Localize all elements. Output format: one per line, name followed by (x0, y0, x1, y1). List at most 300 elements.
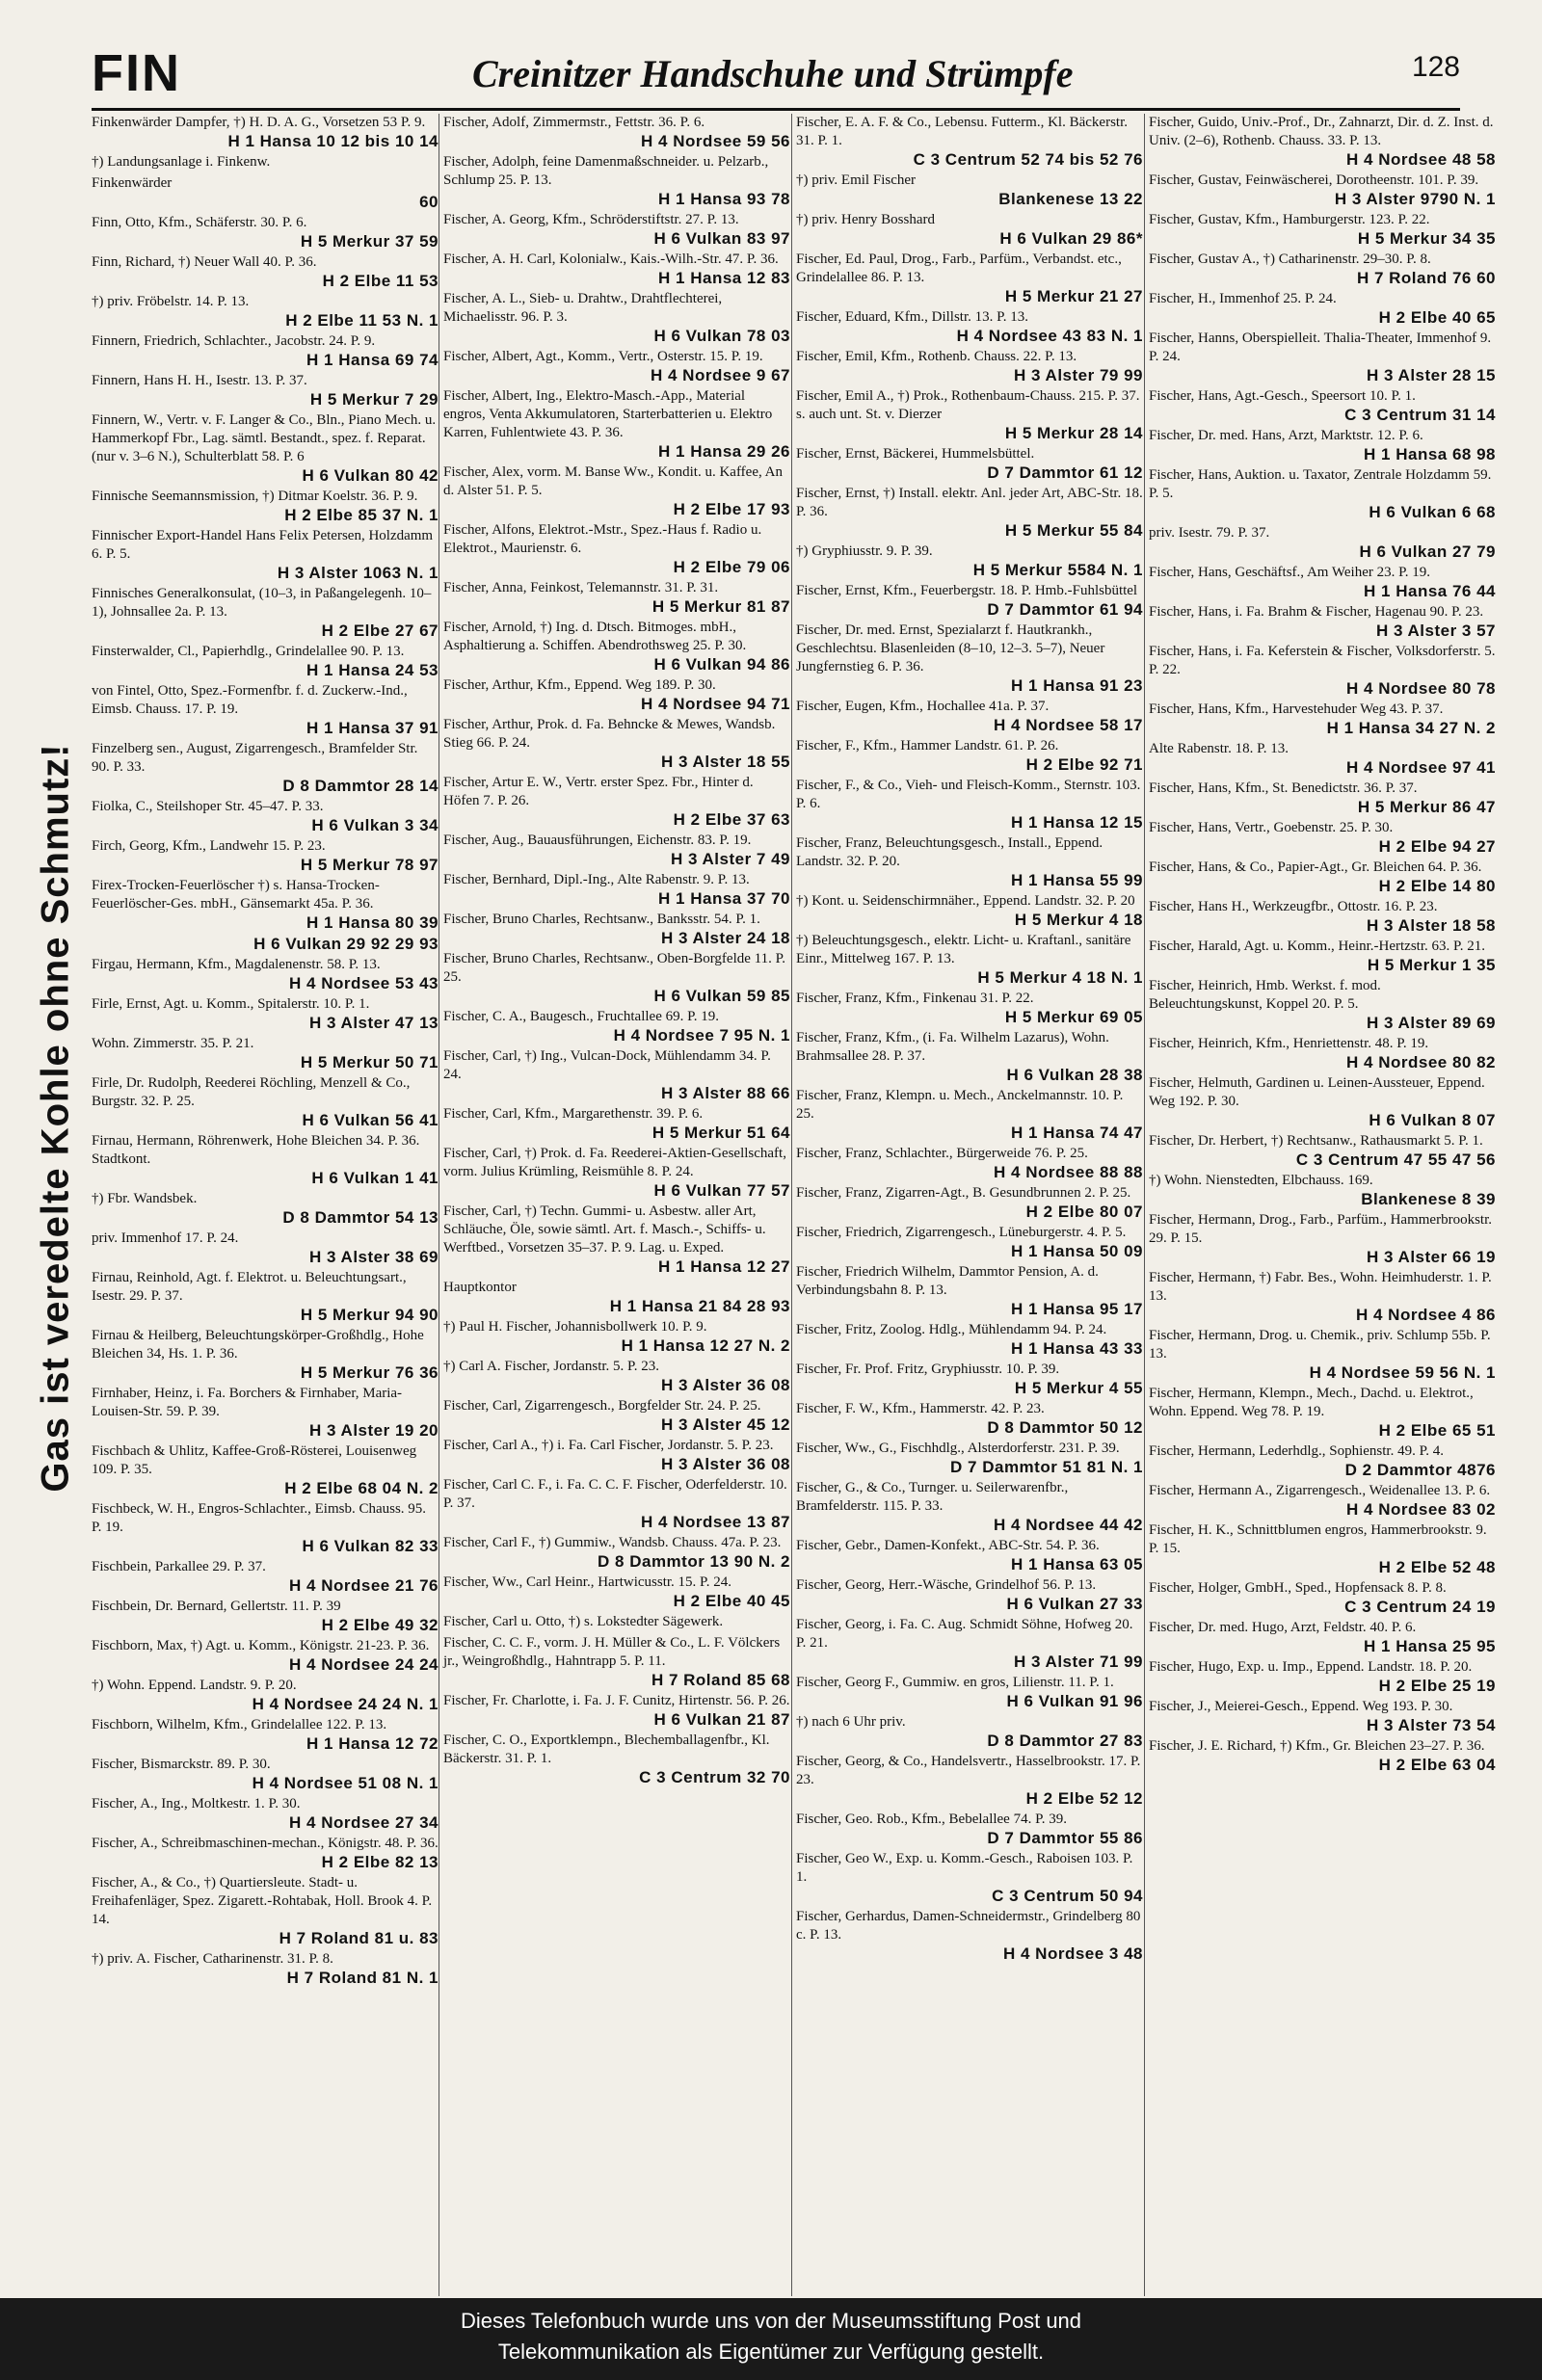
phone-number: H 3 Alster 66 19 (1367, 1248, 1496, 1266)
listing-entry (1149, 1327, 1496, 1382)
listing-text: Fischer, Ww., Carl Heinr., Hartwicusstr. 15. P. 24. (443, 1574, 731, 1590)
section-letters: FIN (92, 44, 181, 102)
listing-entry (1149, 114, 1496, 169)
listing-entry (92, 837, 439, 874)
listing-text: Finn, Richard, †) Neuer Wall 40. P. 36. (92, 254, 317, 270)
listing-entry (443, 774, 790, 829)
listing-text: Fischer, A. H. Carl, Kolonialw., Kais.-Wilh.-Str. 47. P. 36. (443, 251, 779, 267)
phone-number: C 3 Centrum 31 14 (1344, 406, 1496, 424)
phone-number: H 2 Elbe 11 53 (322, 272, 439, 290)
listing-entry (1149, 1269, 1496, 1324)
phone-number: H 1 Hansa 12 27 (658, 1257, 790, 1276)
listing-text: Hauptkontor (443, 1280, 517, 1295)
listing-text: Fischer, Bruno Charles, Rechtsanw., Banksstr. 54. P. 1. (443, 912, 760, 927)
listing-text: Fischer, A. L., Sieb- u. Drahtw., Drahtflechterei, Michaelisstr. 96. P. 3. (443, 291, 723, 325)
listing-entry (796, 1029, 1143, 1084)
listing-entry (1149, 1132, 1496, 1169)
listing-text: Fischer, Eugen, Kfm., Hochallee 41a. P. 37. (796, 699, 1050, 714)
listing-entry (443, 619, 790, 674)
listing-entry (796, 1087, 1143, 1142)
listing-text: Fischer, Eduard, Kfm., Dillstr. 13. P. 13. (796, 309, 1029, 325)
listing-entry (1149, 330, 1496, 384)
listing-text: Fischer, Franz, Schlachter., Bürgerweide 76. P. 25. (796, 1146, 1088, 1161)
listing-entry (796, 445, 1143, 482)
phone-number: H 5 Merkur 7 29 (309, 390, 439, 409)
listing-text: Fischer, Ernst, Kfm., Feuerbergstr. 18. P. Hmb.-Fuhlsbüttel (796, 583, 1138, 598)
listing-text: Fischbein, Dr. Bernard, Gellertstr. 11. P. 39 (92, 1599, 341, 1614)
phone-number: D 7 Dammtor 61 12 (987, 463, 1143, 482)
phone-number: H 6 Vulkan 56 41 (302, 1111, 439, 1129)
listing-entry (443, 387, 790, 461)
phone-number: H 6 Vulkan 80 42 (302, 466, 439, 485)
listing-text: Fischer, Carl, †) Techn. Gummi- u. Asbestw. aller Art, Schläuche, Öle, sowie sämtl. Art. f. Masch.-, Schiffs- u. Werftbed., Vorsetzen 35–37. P. 9. Lag. u. Exped. (443, 1203, 766, 1256)
listing-text: Fischer, G., & Co., Turnger. u. Seilerwarenfbr., Bramfelderstr. 115. P. 33. (796, 1480, 1069, 1514)
listing-entry (92, 585, 439, 640)
phone-number: H 4 Nordsee 27 34 (289, 1813, 439, 1832)
listing-text: Fischer, Fritz, Zoolog. Hdlg., Mühlendamm 94. P. 24. (796, 1322, 1107, 1337)
listing-entry (92, 1230, 439, 1266)
listing-text: †) priv. Emil Fischer (796, 172, 917, 188)
listing-entry (796, 114, 1143, 169)
phone-number: H 2 Elbe 68 04 N. 2 (284, 1479, 439, 1497)
listing-text: Fischer, Ww., G., Fischhdlg., Alsterdorferstr. 231. P. 39. (796, 1441, 1120, 1456)
listing-text: Fischer, Hans, Auktion. u. Taxator, Zentrale Holzdamm 59. P. 5. (1149, 467, 1492, 501)
listing-text: Fischer, C. O., Exportklempn., Blechemballagenfbr., Kl. Bäckerstr. 31. P. 1. (443, 1732, 770, 1766)
phone-number: H 1 Hansa 25 95 (1364, 1637, 1496, 1655)
phone-number: H 2 Elbe 17 93 (673, 500, 790, 518)
phone-number: H 1 Hansa 12 27 N. 2 (621, 1336, 790, 1355)
listing-entry (1149, 172, 1496, 208)
phone-number: D 8 Dammtor 27 83 (987, 1732, 1143, 1750)
phone-number: C 3 Centrum 47 55 47 56 (1295, 1150, 1496, 1169)
header-rule (92, 108, 1460, 111)
phone-number: H 2 Elbe 37 63 (673, 810, 790, 829)
listing-entry (92, 1950, 439, 1987)
phone-number: H 1 Hansa 95 17 (1011, 1300, 1143, 1318)
header-advert: Creinitzer Handschuhe und Strümpfe (472, 52, 1074, 95)
listing-entry (92, 1074, 439, 1129)
phone-number: H 3 Alster 73 54 (1367, 1716, 1496, 1734)
listing-entry (1149, 643, 1496, 698)
phone-number: H 4 Nordsee 13 87 (641, 1513, 790, 1531)
column-4 (1149, 114, 1496, 1777)
listing-text: Fischbach & Uhlitz, Kaffee-Groß-Rösterei, Louisenweg 109. P. 35. (92, 1443, 417, 1477)
listing-text: Fischer, Holger, GmbH., Sped., Hopfensack 8. P. 8. (1149, 1580, 1447, 1596)
listing-text: Fischer, Friedrich Wilhelm, Dammtor Pension, A. d. Verbindungsbahn 8. P. 13. (796, 1264, 1099, 1298)
listing-entry (92, 1598, 439, 1634)
listing-entry (1149, 1579, 1496, 1616)
listing-entry (1149, 1442, 1496, 1479)
listing-entry (92, 682, 439, 737)
phone-number: D 7 Dammtor 51 81 N. 1 (950, 1458, 1143, 1476)
listing-text: Fischer, Gerhardus, Damen-Schneidermstr., Grindelberg 80 c. P. 13. (796, 1909, 1141, 1943)
phone-number: H 1 Hansa 74 47 (1011, 1124, 1143, 1142)
phone-number: H 6 Vulkan 21 87 (653, 1710, 790, 1729)
listing-entry (1149, 1737, 1496, 1774)
listing-text: Fischer, Friedrich, Zigarrengesch., Lüneburgerstr. 4. P. 5. (796, 1225, 1127, 1240)
listing-text: Fischer, Carl, †) Prok. d. Fa. Reederei-Aktien-Gesellschaft, vorm. Julius Krümling, Reismühle 8. P. 24. (443, 1146, 786, 1179)
phone-number: H 6 Vulkan 82 33 (302, 1537, 439, 1555)
listing-text: Fischer, Franz, Klempn. u. Mech., Anckelmannstr. 10. P. 25. (796, 1088, 1124, 1122)
phone-number: H 1 Hansa 55 99 (1011, 871, 1143, 889)
phone-number: H 5 Merkur 50 71 (300, 1053, 439, 1071)
listing-entry (443, 1534, 790, 1571)
listing-entry (796, 932, 1143, 987)
phone-number: H 3 Alster 1063 N. 1 (277, 564, 439, 582)
listing-entry (443, 1008, 790, 1045)
phone-number: H 1 Hansa 37 91 (306, 719, 439, 737)
phone-number: H 4 Nordsee 7 95 N. 1 (613, 1026, 790, 1045)
listing-text: priv. Immenhof 17. P. 24. (92, 1230, 239, 1246)
listing-entry (1149, 1211, 1496, 1266)
phone-number: H 2 Elbe 40 65 (1378, 308, 1496, 327)
listing-entry (92, 1327, 439, 1382)
listing-text: Fischer, Franz, Kfm., Finkenau 31. P. 22. (796, 991, 1034, 1006)
listing-text: Fischer, Albert, Ing., Elektro-Masch.-App., Material engros, Venta Akkumulatoren, Starterbatterien u. Elektro Karren, Fuhlentwiete 43. P. 36. (443, 388, 773, 440)
listing-text: Fischer, Anna, Feinkost, Telemannstr. 31. P. 31. (443, 580, 719, 595)
phone-number: H 4 Nordsee 94 71 (641, 695, 790, 713)
listing-entry (1149, 898, 1496, 935)
phone-number: H 5 Merkur 4 55 (1014, 1379, 1143, 1397)
listing-text: Fischer, Adolph, feine Damenmaßschneider. u. Pelzarb., Schlump 25. P. 13. (443, 154, 769, 188)
listing-text: Fischer, Carl C. F., i. Fa. C. C. F. Fischer, Oderfelderstr. 10. P. 37. (443, 1477, 787, 1511)
listing-text: †) Carl A. Fischer, Jordanstr. 5. P. 23. (443, 1359, 659, 1374)
listing-entry (796, 1753, 1143, 1808)
phone-number: D 2 Dammtor 4876 (1344, 1461, 1496, 1479)
listing-entry (1149, 1698, 1496, 1734)
phone-number: H 2 Elbe 14 80 (1378, 877, 1496, 895)
phone-number: H 1 Hansa 68 98 (1364, 445, 1496, 463)
listing-entry (796, 1440, 1143, 1476)
listing-text: Fischer, Ernst, †) Install. elektr. Anl. jeder Art, ABC-Str. 18. P. 36. (796, 486, 1143, 519)
listing-text: Fischer, Adolf, Zimmermstr., Fettstr. 36. P. 6. (443, 115, 705, 130)
listing-text: Fischbeck, W. H., Engros-Schlachter., Eimsb. Chauss. 95. P. 19. (92, 1501, 427, 1535)
column-divider (1144, 114, 1145, 2296)
listing-entry (796, 1616, 1143, 1671)
listing-entry (796, 698, 1143, 734)
listing-entry (1149, 387, 1496, 424)
listing-text: Fischer, Artur E. W., Vertr. erster Spez. Fbr., Hinter d. Höfen 7. P. 26. (443, 775, 754, 808)
listing-text: Fischer, Hans, i. Fa. Keferstein & Fischer, Volksdorferstr. 5. P. 22. (1149, 644, 1496, 677)
phone-number: D 8 Dammtor 50 12 (987, 1418, 1143, 1437)
listing-text: Fischer, Dr. Herbert, †) Rechtsanw., Rathausmarkt 5. P. 1. (1149, 1133, 1483, 1149)
listing-text: Fischer, Hermann, Klempn., Mech., Dachd. u. Elektrot., Wohn. Eppend. Weg 78. P. 19. (1149, 1386, 1474, 1419)
phone-number: H 3 Alster 47 13 (309, 1014, 439, 1032)
listing-text: Fischer, Georg, Herr.-Wäsche, Grindelhof 56. P. 13. (796, 1577, 1097, 1593)
listing-text: Fischer, Hugo, Exp. u. Imp., Eppend. Landstr. 18. P. 20. (1149, 1659, 1473, 1675)
listing-entry (92, 798, 439, 834)
phone-number: H 4 Nordsee 21 76 (289, 1576, 439, 1595)
listing-entry (1149, 938, 1496, 974)
side-advert (27, 743, 85, 1493)
listing-text: Fischer, F. W., Kfm., Hammerstr. 42. P. 23. (796, 1401, 1045, 1416)
phone-number: H 3 Alster 18 58 (1367, 916, 1496, 935)
listing-text: Fischborn, Wilhelm, Kfm., Grindelallee 122. P. 13. (92, 1717, 387, 1732)
listing-entry (92, 332, 439, 369)
phone-number: H 1 Hansa 91 23 (1011, 676, 1143, 695)
phone-number: H 3 Alster 3 57 (1375, 621, 1496, 640)
listing-text: Fischer, Bruno Charles, Rechtsanw., Oben-Borgfelde 11. P. 25. (443, 951, 786, 985)
listing-entry (1149, 819, 1496, 856)
phone-number: H 2 Elbe 40 45 (673, 1592, 790, 1610)
phone-number: H 1 Hansa 37 70 (658, 889, 790, 908)
listing-text: †) Kont. u. Seidenschirmnäher., Eppend. Landstr. 32. P. 20 (796, 893, 1135, 909)
phone-number: H 5 Merkur 28 14 (1004, 424, 1143, 442)
listing-entry (92, 1190, 439, 1227)
phone-number: H 5 Merkur 1 35 (1367, 956, 1496, 974)
listing-text: Fischer, A., Schreibmaschinen-mechan., Königstr. 48. P. 36. (92, 1836, 439, 1851)
listing-entry (796, 1361, 1143, 1397)
phone-number: H 6 Vulkan 27 33 (1006, 1595, 1143, 1613)
listing-text: Fischer, Georg F., Gummiw. en gros, Lilienstr. 11. P. 1. (796, 1675, 1114, 1690)
phone-number: H 4 Nordsee 58 17 (994, 716, 1143, 734)
phone-number: H 3 Alster 71 99 (1014, 1653, 1143, 1671)
footer-line-2: Telekommunikation als Eigentümer zur Verfügung gestellt. (497, 2340, 1045, 2364)
listing-entry (796, 542, 1143, 579)
listing-text: Fischer, Gustav, Kfm., Hamburgerstr. 123. P. 22. (1149, 212, 1430, 227)
listing-entry (796, 621, 1143, 695)
listing-entry (92, 1716, 439, 1753)
column-1 (92, 114, 439, 1990)
phone-number: H 2 Elbe 92 71 (1025, 755, 1143, 774)
listing-text: Fischer, Hermann A., Zigarrengesch., Weidenallee 13. P. 6. (1149, 1483, 1491, 1498)
listing-entry (443, 1613, 790, 1631)
phone-number: H 5 Merkur 81 87 (651, 597, 790, 616)
phone-number: H 5 Merkur 5584 N. 1 (972, 561, 1143, 579)
listing-entry (1149, 701, 1496, 737)
listing-entry (796, 1400, 1143, 1437)
listing-text: Firle, Ernst, Agt. u. Komm., Spitalerstr. 10. P. 1. (92, 996, 370, 1012)
listing-text: Finsterwalder, Cl., Papierhdlg., Grindelallee 90. P. 13. (92, 644, 405, 659)
phone-number: H 4 Nordsee 4 86 (1355, 1306, 1496, 1324)
listing-entry (1149, 1482, 1496, 1519)
listing-text: Firnhaber, Heinz, i. Fa. Borchers & Firnhaber, Maria-Louisen-Str. 59. P. 39. (92, 1386, 403, 1419)
phone-number: H 4 Nordsee 44 42 (994, 1516, 1143, 1534)
phone-number: H 2 Elbe 65 51 (1378, 1421, 1496, 1440)
phone-number: H 3 Alster 7 49 (670, 850, 790, 868)
listing-text: Fischer, Carl, †) Ing., Vulcan-Dock, Mühlendamm 34. P. 24. (443, 1048, 771, 1082)
listing-text: Fischer, Geo W., Exp. u. Komm.-Gesch., Raboisen 103. P. 1. (796, 1851, 1133, 1885)
listing-text: Fischer, Gustav, Feinwäscherei, Dorotheenstr. 101. P. 39. (1149, 172, 1479, 188)
phone-number: H 2 Elbe 79 06 (673, 558, 790, 576)
listing-entry (796, 1184, 1143, 1221)
listing-text: Fischer, Arthur, Kfm., Eppend. Weg 189. P. 30. (443, 677, 716, 693)
phone-number: H 3 Alster 24 18 (661, 929, 790, 947)
phone-number: H 1 Hansa 10 12 bis 10 14 (227, 132, 439, 150)
listing-text: Fischer, Hans, Vertr., Goebenstr. 25. P. 30. (1149, 820, 1394, 835)
phone-number: H 2 Elbe 52 12 (1025, 1789, 1143, 1808)
listing-entry (92, 488, 439, 524)
listing-text: Finn, Otto, Kfm., Schäferstr. 30. P. 6. (92, 215, 307, 230)
listing-entry (796, 1479, 1143, 1534)
listing-entry (92, 1500, 439, 1555)
listing-text: Fischer, Georg, i. Fa. C. Aug. Schmidt Söhne, Hofweg 20. P. 21. (796, 1617, 1133, 1651)
listing-text: Fischer, C. A., Baugesch., Fruchtallee 69. P. 19. (443, 1009, 720, 1024)
listing-text: Fischer, Franz, Beleuchtungsgesch., Install., Eppend. Landstr. 32. P. 20. (796, 835, 1103, 869)
column-3 (796, 114, 1143, 1966)
phone-number: H 1 Hansa 43 33 (1011, 1339, 1143, 1358)
phone-number: H 5 Merkur 34 35 (1357, 229, 1496, 248)
listing-text: Fischer, Franz, Zigarren-Agt., B. Gesundbrunnen 2. P. 25. (796, 1185, 1131, 1201)
phone-number: H 7 Roland 85 68 (651, 1671, 790, 1689)
listing-entry (1149, 1658, 1496, 1695)
listing-text: priv. Isestr. 79. P. 37. (1149, 525, 1270, 541)
listing-text: †) Beleuchtungsgesch., elektr. Licht- u. Kraftanl., sanitäre Einr., Mittelweg 167. P. 13. (796, 933, 1131, 966)
phone-number: H 1 Hansa 50 09 (1011, 1242, 1143, 1260)
phone-number: H 3 Alster 79 99 (1014, 366, 1143, 384)
listing-entry (92, 1558, 439, 1595)
phone-number: H 3 Alster 28 15 (1367, 366, 1496, 384)
listing-entry (92, 1835, 439, 1871)
listing-entry (796, 485, 1143, 540)
listing-entry (1149, 977, 1496, 1032)
listing-text: Finnisches Generalkonsulat, (10–3, in Paßangelegenh. 10–1), Johnsallee 2a. P. 13. (92, 586, 432, 620)
phone-number: H 1 Hansa 76 44 (1364, 582, 1496, 600)
listing-entry (443, 676, 790, 713)
phone-number: H 4 Nordsee 80 78 (1346, 679, 1496, 698)
listing-entry (443, 348, 790, 384)
listing-entry (92, 1874, 439, 1947)
listing-entry (443, 871, 790, 908)
listing-entry (1149, 1172, 1496, 1208)
listing-entry (92, 1795, 439, 1832)
listing-text: Fischer, Bismarckstr. 89. P. 30. (92, 1757, 271, 1772)
listing-entry (92, 293, 439, 330)
listing-text: †) Gryphiusstr. 9. P. 39. (796, 543, 933, 559)
listing-text: Fischer, Hermann, Lederhdlg., Sophienstr. 49. P. 4. (1149, 1443, 1445, 1459)
listing-entry (92, 1035, 439, 1071)
listing-text: Fischer, Heinrich, Hmb. Werkst. f. mod. Beleuchtungskunst, Koppel 20. P. 5. (1149, 978, 1381, 1012)
phone-number: H 6 Vulkan 77 57 (653, 1181, 790, 1200)
listing-text: Fischer, Guido, Univ.-Prof., Dr., Zahnarzt, Dir. d. Z. Inst. d. Univ. (2–6), Rothenb. Chauss. 33. P. 13. (1149, 115, 1494, 148)
listing-text: †) Fbr. Wandsbek. (92, 1191, 198, 1206)
phone-number: H 4 Nordsee 24 24 N. 1 (252, 1695, 439, 1713)
listing-entry (443, 211, 790, 248)
phone-number: H 4 Nordsee 53 43 (289, 974, 439, 992)
listing-text: Fischer, Ernst, Bäckerei, Hummelsbüttel. (796, 446, 1035, 462)
phone-number: H 6 Vulkan 28 38 (1006, 1066, 1143, 1084)
listing-entry (796, 777, 1143, 832)
listing-text: Fischer, H., Immenhof 25. P. 24. (1149, 291, 1337, 306)
listing-entry (796, 387, 1143, 442)
phone-number: H 3 Alster 36 08 (661, 1455, 790, 1473)
phone-number: H 6 Vulkan 29 86* (999, 229, 1143, 248)
listing-text: Fischer, Bernhard, Dipl.-Ing., Alte Rabenstr. 9. P. 13. (443, 872, 750, 887)
listing-text: Firex-Trocken-Feuerlöscher †) s. Hansa-Trocken-Feuerlöscher-Ges. mbH., Gänsemarkt 45a. P. 36. (92, 878, 380, 912)
phone-number: H 3 Alster 18 55 (661, 753, 790, 771)
listing-entry (443, 950, 790, 1005)
phone-number: H 2 Elbe 49 32 (321, 1616, 439, 1634)
listing-entry (92, 174, 439, 211)
phone-number: H 7 Roland 81 N. 1 (286, 1969, 439, 1987)
phone-number: H 1 Hansa 12 72 (306, 1734, 439, 1753)
listing-entry (443, 1476, 790, 1531)
listing-text: Fischer, F., Kfm., Hammer Landstr. 61. P. 26. (796, 738, 1059, 754)
listing-entry (1149, 211, 1496, 248)
listing-entry (1149, 1035, 1496, 1071)
phone-number: H 1 Hansa 93 78 (658, 190, 790, 208)
phone-number: H 3 Alster 19 20 (309, 1421, 439, 1440)
listing-text: Firch, Georg, Kfm., Landwehr 15. P. 23. (92, 838, 326, 854)
listing-text: Firnau, Reinhold, Agt. f. Elektrot. u. Beleuchtungsart., Isestr. 29. P. 37. (92, 1270, 407, 1304)
listing-text: †) Wohn. Nienstedten, Elbchauss. 169. (1149, 1173, 1373, 1188)
listing-entry (443, 1692, 790, 1729)
phone-number: H 6 Vulkan 29 92 29 93 (253, 935, 439, 953)
listing-text: von Fintel, Otto, Spez.-Formenfbr. f. d. Zuckerw.-Ind., Eimsb. Chauss. 17. P. 19. (92, 683, 408, 717)
listing-text: Fischborn, Max, †) Agt. u. Komm., Königstr. 21-23. P. 36. (92, 1638, 430, 1653)
listing-text: Fischer, Gebr., Damen-Konfekt., ABC-Str. 54. P. 36. (796, 1538, 1100, 1553)
listing-entry (443, 114, 790, 150)
phone-number: H 6 Vulkan 91 96 (1006, 1692, 1143, 1710)
listing-entry (796, 737, 1143, 774)
phone-number: H 4 Nordsee 43 83 N. 1 (956, 327, 1143, 345)
listing-entry (92, 114, 439, 150)
listing-text: Fischer, Hanns, Oberspielleit. Thalia-Theater, Immenhof 9. P. 24. (1149, 331, 1492, 364)
listing-entry (1149, 1521, 1496, 1576)
listing-entry (443, 1437, 790, 1473)
listing-entry (1149, 524, 1496, 561)
listing-text: Fischbein, Parkallee 29. P. 37. (92, 1559, 266, 1574)
listing-entry (443, 153, 790, 208)
listing-text: Fischer, Alfons, Elektrot.-Mstr., Spez.-Haus f. Radio u. Elektrot., Maurienstr. 6. (443, 522, 762, 556)
listing-entry (796, 251, 1143, 305)
phone-number: H 1 Hansa 63 05 (1011, 1555, 1143, 1573)
listing-text: Fischer, Fr. Prof. Fritz, Gryphiusstr. 10. P. 39. (796, 1362, 1060, 1377)
listing-text: Fischer, J., Meierei-Gesch., Eppend. Weg 193. P. 30. (1149, 1699, 1453, 1714)
phone-number: C 3 Centrum 52 74 bis 52 76 (913, 150, 1143, 169)
phone-number: H 2 Elbe 63 04 (1378, 1756, 1496, 1774)
phone-number: H 3 Alster 89 69 (1367, 1014, 1496, 1032)
listing-entry (92, 1756, 439, 1792)
listing-entry (443, 463, 790, 518)
listing-text: Finnische Seemannsmission, †) Ditmar Koelstr. 36. P. 9. (92, 489, 418, 504)
listing-entry (92, 877, 439, 932)
listing-entry (1149, 780, 1496, 816)
phone-number: H 4 Nordsee 80 82 (1346, 1053, 1496, 1071)
side-advert-text: Gas ist veredelte Kohle ohne Schmutz! (34, 743, 77, 1493)
phone-number: H 4 Nordsee 24 24 (289, 1655, 439, 1674)
phone-number: D 7 Dammtor 61 94 (987, 600, 1143, 619)
listing-text: Fischer, A., & Co., †) Quartiersleute. Stadt- u. Freihafenläger, Spez. Zigarett.-Rohtabak, Holl. Brook 4. P. 14. (92, 1875, 433, 1927)
phone-number: H 3 Alster 88 66 (661, 1084, 790, 1102)
footer-notice (0, 2298, 1542, 2380)
listing-text: Finnern, W., Vertr. v. F. Langer & Co., Bln., Piano Mech. u. Hammerkopf Fbr., Lag. sämtl. Bestandt., spez. f. Reparat. (nur v. 3–6 N.), Schulterblatt 58. P. 6 (92, 412, 437, 464)
listing-text: Fischer, A., Ing., Moltkestr. 1. P. 30. (92, 1796, 301, 1811)
listing-text: Fischer, Franz, Kfm., (i. Fa. Wilhelm Lazarus), Wohn. Brahmsallee 28. P. 37. (796, 1030, 1109, 1064)
listing-text: Fischer, Georg, & Co., Handelsvertr., Hasselbrookstr. 17. P. 23. (796, 1754, 1141, 1787)
phone-number: H 2 Elbe 11 53 N. 1 (285, 311, 439, 330)
listing-entry (92, 253, 439, 290)
listing-text: Fischer, J. E. Richard, †) Kfm., Gr. Bleichen 23–27. P. 36. (1149, 1738, 1485, 1754)
listing-text: Fischer, Harald, Agt. u. Komm., Heinr.-Hertzstr. 63. P. 21. (1149, 939, 1485, 954)
listing-text: Fischer, Albert, Agt., Komm., Vertr., Osterstr. 15. P. 19. (443, 349, 763, 364)
listing-entry (443, 716, 790, 771)
phone-number: H 1 Hansa 21 84 28 93 (609, 1297, 790, 1315)
phone-number: H 2 Elbe 52 48 (1378, 1558, 1496, 1576)
phone-number: D 7 Dammtor 55 86 (987, 1829, 1143, 1847)
listing-text: Fischer, Emil, Kfm., Rothenb. Chauss. 22. P. 13. (796, 349, 1077, 364)
listing-entry (92, 411, 439, 485)
footer-line-1: Dieses Telefonbuch wurde uns von der Museumsstiftung Post und (460, 2309, 1082, 2333)
phone-number: H 6 Vulkan 27 79 (1359, 542, 1496, 561)
phone-number: H 5 Merkur 76 36 (300, 1363, 439, 1382)
listing-entry (92, 1132, 439, 1187)
listing-entry (443, 1732, 790, 1786)
listing-entry (443, 1318, 790, 1355)
listing-text: Fischer, Helmuth, Gardinen u. Leinen-Aussteuer, Eppend. Weg 192. P. 30. (1149, 1075, 1485, 1109)
listing-entry (443, 911, 790, 947)
phone-number: H 6 Vulkan 83 97 (653, 229, 790, 248)
